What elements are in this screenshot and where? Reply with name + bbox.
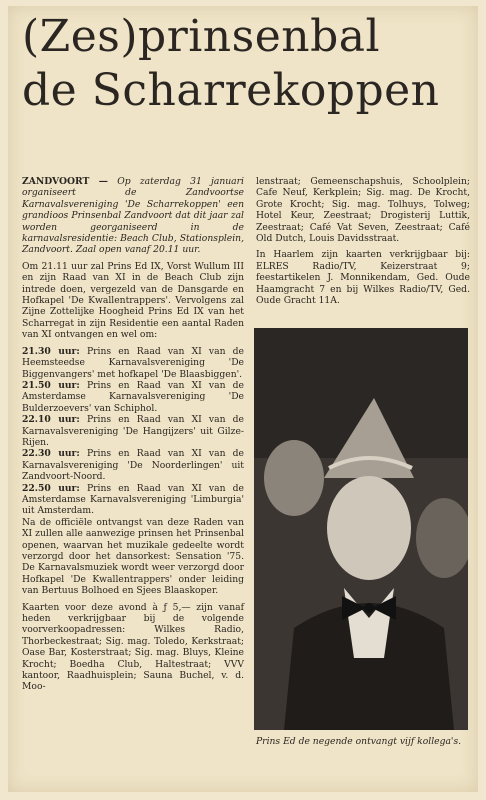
lead-paragraph [22, 176, 244, 256]
schedule-time: 21.50 uur: [22, 379, 80, 391]
schedule-item [22, 346, 244, 380]
intro-paragraph: Om 21.11 uur zal Prins Ed IX, Vorst Wullum III en zijn Raad van XI in de Beach Club zijn intrede doen, vergezeld van de Dansgarde en Hofkapel 'De Kwallentrappers'. Vervolgens zal Zijne Zottelijke Hoogheid Prins Ed IX van het Scharregat in zijn Residentie een aantal Raden van XI ontvangen en wel om: [22, 260, 244, 341]
schedule-text: Prins en Raad van XI van de Karnavalsvereniging 'De Noorderlingen' uit Zandvoort-Noord. [22, 448, 244, 483]
schedule-text: Prins en Raad van XI van de Heemsteedse Karnavalsvereniging 'De Biggenvangers' met hofkapel 'De Blaasbiggen'. [22, 345, 244, 380]
schedule-item [22, 448, 244, 482]
tickets-paragraph: Kaarten voor deze avond à ƒ 5,— zijn vanaf heden verkrijgbaar bij de volgende voorverkoopadressen: Wilkes Radio, Thorbeckestraat; Sig. mag. Toledo, Kerkstraat; Oase Bar, Kosterstraat; Sig. mag. Bluys, Kleine Krocht; Boedha Club, Haltestraat; VVV kantoor, Raadhuisplein; Sauna Buchel, v. d. Moo- [22, 601, 244, 693]
prince-photo-image [254, 328, 468, 730]
schedule-time: 21.30 uur: [22, 345, 80, 357]
headline [22, 10, 472, 118]
headline-line-2: de Scharrekoppen [22, 65, 440, 116]
schedule-time: 22.50 uur: [22, 482, 80, 494]
schedule-time: 22.10 uur: [22, 414, 80, 426]
schedule-text: Prins en Raad van XI van de Amsterdamse Karnavalsvereniging 'Limburgia' uit Amsterdam. [22, 482, 244, 517]
schedule-text: Prins en Raad van XI van de Karnavalsvereniging 'De Hangijzers' uit Gilze-Rijen. [22, 414, 244, 448]
schedule-item [22, 414, 244, 448]
tickets-continued: lenstraat; Gemeenschapshuis, Schoolplein; Cafe Neuf, Kerkplein; Sig. mag. De Krocht, Grote Krocht; Sig. mag. Tolhuys, Tolweg; Hotel Keur, Zeestraat; Drogisterij Luttik, Zeestraat; Café Vat Seven, Zeestraat; Café Old Dutch, Louis Davidsstraat. [256, 176, 470, 245]
schedule-list [22, 346, 244, 517]
haarlem-paragraph: In Haarlem zijn kaarten verkrijgbaar bij: ELRES Radio/TV, Keizerstraat 9; feestartikelen J. Monnikendam, Ged. Oude Haamgracht 7 en bij Wilkes Radio/TV, Ged. Oude Gracht 11A. [256, 249, 470, 307]
photo-prince [254, 328, 468, 730]
dateline: ZANDVOORT — [22, 176, 108, 187]
headline-line-1: (Zes)prinsenbal [22, 11, 381, 62]
after-paragraph: Na de officiële ontvangst van deze Raden van XI zullen alle aanwezige prinsen het Prinsenbal openen, waarvan het muzikale gedeelte wordt verzorgd door het dansorkest: Sensation '75. De Karnavalsmuziek wordt weer verzorgd door Hofkapel 'De Kwallentrappers' onder leiding van Bertuus Bolhoed en Sjees Blaaskoper. [22, 516, 244, 597]
lead-text: Op zaterdag 31 januari organiseert de Zandvoortse Karnavalsvereniging 'De Scharrekoppen' een grandioos Prinsenbal Zandvoort dat dit jaar zal worden georganiseerd in de karnavalsresidentie: Beach Club, Stationsplein, Zandvoort. Zaal open vanaf 20.11 uur. [22, 176, 244, 256]
schedule-time: 22.30 uur: [22, 448, 80, 460]
schedule-text: Prins en Raad van XI van de Amsterdamse Karnavalsvereniging 'De Bulderzoevers' van Schiphol. [22, 379, 244, 414]
schedule-item [22, 380, 244, 414]
article-column-left [22, 176, 244, 698]
photo-caption: Prins Ed de negende ontvangt vijf kollega's. [256, 736, 462, 747]
article-column-right [256, 176, 470, 311]
schedule-item [22, 483, 244, 517]
